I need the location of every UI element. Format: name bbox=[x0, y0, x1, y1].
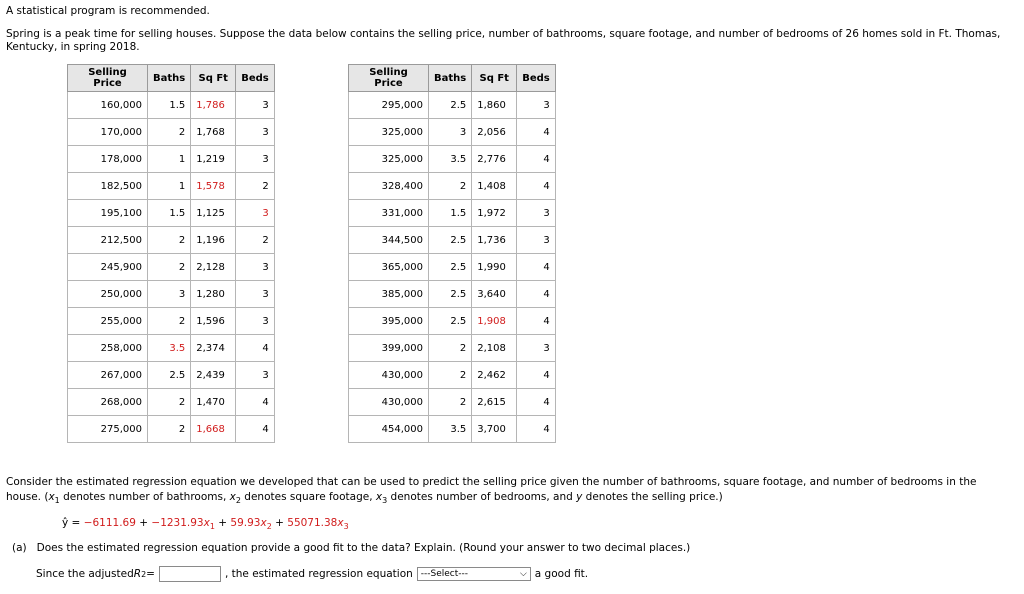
cell-beds: 3 bbox=[236, 146, 275, 173]
header-sqft: Sq Ft bbox=[472, 65, 517, 92]
header-selling-price: Selling Price bbox=[349, 65, 429, 92]
cell-sqft: 1,280 bbox=[191, 281, 236, 308]
plus-sign: + bbox=[271, 517, 288, 529]
cell-sqft: 2,615 bbox=[472, 389, 517, 416]
plus-sign: + bbox=[135, 517, 152, 529]
cell-sqft: 1,219 bbox=[191, 146, 236, 173]
cell-sqft: 1,470 bbox=[191, 389, 236, 416]
adjusted-r2-input[interactable] bbox=[159, 566, 221, 582]
cell-beds: 4 bbox=[517, 281, 556, 308]
regression-equation: ŷ = $-6111.69 + -1231.93x_1 + 59.93x_2 + 55071.38x_3$ bbox=[62, 517, 349, 532]
header-beds: Beds bbox=[236, 65, 275, 92]
equation-lhs: ŷ = bbox=[62, 517, 84, 529]
cell-beds: 4 bbox=[517, 389, 556, 416]
cell-sqft: 2,128 bbox=[191, 254, 236, 281]
cell-baths: 2.5 bbox=[429, 92, 472, 119]
table-row bbox=[349, 281, 556, 308]
cell-price: 454,000 bbox=[349, 416, 429, 443]
coef-b3: 55071.38 bbox=[287, 517, 338, 529]
data-table-right bbox=[348, 64, 556, 443]
cell-price: 325,000 bbox=[349, 119, 429, 146]
cell-baths: 1.5 bbox=[148, 92, 191, 119]
cell-baths: 1.5 bbox=[148, 200, 191, 227]
table-row bbox=[68, 416, 275, 443]
cell-sqft: 1,908 bbox=[472, 308, 517, 335]
table-header-row bbox=[68, 65, 275, 92]
table-row bbox=[349, 308, 556, 335]
r-symbol: R bbox=[133, 568, 142, 580]
cell-beds: 3 bbox=[517, 200, 556, 227]
table-row bbox=[68, 389, 275, 416]
cell-price: 430,000 bbox=[349, 362, 429, 389]
cell-baths: 1 bbox=[148, 173, 191, 200]
cell-sqft: 2,108 bbox=[472, 335, 517, 362]
cell-sqft: 2,776 bbox=[472, 146, 517, 173]
cell-baths: 2 bbox=[148, 308, 191, 335]
data-table-left bbox=[67, 64, 275, 443]
cell-beds: 4 bbox=[236, 416, 275, 443]
cell-baths: 3 bbox=[148, 281, 191, 308]
cell-baths: 3.5 bbox=[429, 416, 472, 443]
cell-baths: 2.5 bbox=[148, 362, 191, 389]
cell-beds: 4 bbox=[517, 308, 556, 335]
cell-sqft: 2,374 bbox=[191, 335, 236, 362]
table-row bbox=[68, 281, 275, 308]
cell-baths: 2 bbox=[429, 335, 472, 362]
cell-sqft: 1,125 bbox=[191, 200, 236, 227]
good-fit-text: a good fit. bbox=[534, 568, 589, 580]
cell-sqft: 1,408 bbox=[472, 173, 517, 200]
cell-sqft: 1,196 bbox=[191, 227, 236, 254]
table-row bbox=[349, 389, 556, 416]
cell-beds: 3 bbox=[517, 227, 556, 254]
cell-beds: 3 bbox=[236, 200, 275, 227]
cell-beds: 4 bbox=[517, 146, 556, 173]
context-text-1: Consider the estimated regression equation we developed that can be used to predict the selling price given the number of bathrooms, square footage, and number of bedrooms in the house. ( bbox=[6, 476, 977, 503]
cell-beds: 2 bbox=[236, 227, 275, 254]
header-sqft: Sq Ft bbox=[191, 65, 236, 92]
equation-text: , the estimated regression equation bbox=[224, 568, 413, 580]
table-row bbox=[68, 362, 275, 389]
cell-beds: 4 bbox=[236, 389, 275, 416]
table-row bbox=[68, 173, 275, 200]
cell-sqft: 1,786 bbox=[191, 92, 236, 119]
cell-price: 275,000 bbox=[68, 416, 148, 443]
cell-beds: 4 bbox=[517, 119, 556, 146]
cell-sqft: 1,668 bbox=[191, 416, 236, 443]
cell-baths: 2.5 bbox=[429, 254, 472, 281]
cell-price: 250,000 bbox=[68, 281, 148, 308]
select-value: ---Select--- bbox=[420, 569, 469, 579]
cell-baths: 3.5 bbox=[429, 146, 472, 173]
cell-sqft: 1,578 bbox=[191, 173, 236, 200]
table-row bbox=[68, 200, 275, 227]
cell-price: 295,000 bbox=[349, 92, 429, 119]
table-row bbox=[349, 416, 556, 443]
table-row bbox=[68, 308, 275, 335]
cell-beds: 3 bbox=[517, 335, 556, 362]
cell-baths: 2 bbox=[429, 389, 472, 416]
cell-baths: 3.5 bbox=[148, 335, 191, 362]
cell-baths: 2 bbox=[429, 362, 472, 389]
cell-price: 195,100 bbox=[68, 200, 148, 227]
cell-price: 395,000 bbox=[349, 308, 429, 335]
equals-sign: = bbox=[146, 568, 155, 580]
coef-b1: −1231.93 bbox=[151, 517, 204, 529]
header-baths: Baths bbox=[429, 65, 472, 92]
cell-beds: 4 bbox=[236, 335, 275, 362]
table-row bbox=[349, 173, 556, 200]
plus-sign: + bbox=[214, 517, 231, 529]
cell-price: 267,000 bbox=[68, 362, 148, 389]
cell-beds: 4 bbox=[517, 416, 556, 443]
cell-price: 331,000 bbox=[349, 200, 429, 227]
regression-context: Consider the estimated regression equation we developed that can be used to predict the selling price given the number of bathrooms, square footage, and number of bedrooms in the house. ($x_1$ denotes number of bathrooms, $x_2$ denotes square footage, $x_3$ denotes number of bedrooms, and y denotes the selling price.) bbox=[6, 476, 977, 506]
cell-baths: 2 bbox=[148, 227, 191, 254]
cell-price: 268,000 bbox=[68, 389, 148, 416]
context-text-2: denotes number of bathrooms, bbox=[59, 491, 230, 503]
cell-sqft: 1,768 bbox=[191, 119, 236, 146]
fit-select[interactable] bbox=[417, 567, 531, 581]
cell-sqft: 2,462 bbox=[472, 362, 517, 389]
problem-statement: Spring is a peak time for selling houses. Suppose the data below contains the selling price, number of bathrooms, square footage, and number of bedrooms of 26 homes sold in Ft. Thomas, Kentucky, in spring 2018. bbox=[6, 28, 1001, 53]
cell-beds: 2 bbox=[236, 173, 275, 200]
table-row bbox=[349, 200, 556, 227]
part-a-text: Does the estimated regression equation provide a good fit to the data? Explain. (Round your answer to two decimal places.) bbox=[36, 542, 691, 554]
cell-price: 255,000 bbox=[68, 308, 148, 335]
cell-baths: 1 bbox=[148, 146, 191, 173]
cell-baths: 2.5 bbox=[429, 227, 472, 254]
cell-sqft: 1,860 bbox=[472, 92, 517, 119]
table-row bbox=[68, 146, 275, 173]
cell-price: 365,000 bbox=[349, 254, 429, 281]
cell-beds: 3 bbox=[236, 308, 275, 335]
r-superscript: 2 bbox=[141, 569, 147, 579]
cell-price: 178,000 bbox=[68, 146, 148, 173]
cell-baths: 2.5 bbox=[429, 308, 472, 335]
cell-baths: 2 bbox=[148, 119, 191, 146]
table-row bbox=[349, 119, 556, 146]
header-beds: Beds bbox=[517, 65, 556, 92]
context-text-3: denotes square footage, bbox=[240, 491, 376, 503]
context-text-5: denotes the selling price.) bbox=[582, 491, 723, 503]
cell-sqft: 1,736 bbox=[472, 227, 517, 254]
table-row bbox=[68, 92, 275, 119]
part-a-answer bbox=[36, 566, 588, 582]
cell-price: 245,900 bbox=[68, 254, 148, 281]
cell-sqft: 2,439 bbox=[191, 362, 236, 389]
table-row bbox=[349, 254, 556, 281]
coef-b0: −6111.69 bbox=[83, 517, 136, 529]
cell-beds: 3 bbox=[236, 92, 275, 119]
table-row bbox=[349, 362, 556, 389]
cell-sqft: 1,972 bbox=[472, 200, 517, 227]
cell-sqft: 2,056 bbox=[472, 119, 517, 146]
cell-price: 160,000 bbox=[68, 92, 148, 119]
table-row bbox=[68, 119, 275, 146]
table-row bbox=[68, 254, 275, 281]
since-text: Since the adjusted bbox=[36, 568, 134, 580]
cell-beds: 3 bbox=[236, 119, 275, 146]
cell-beds: 3 bbox=[236, 281, 275, 308]
cell-price: 258,000 bbox=[68, 335, 148, 362]
cell-price: 385,000 bbox=[349, 281, 429, 308]
cell-baths: 2 bbox=[148, 416, 191, 443]
cell-beds: 4 bbox=[517, 173, 556, 200]
cell-sqft: 1,990 bbox=[472, 254, 517, 281]
table-row bbox=[349, 335, 556, 362]
cell-price: 170,000 bbox=[68, 119, 148, 146]
cell-price: 399,000 bbox=[349, 335, 429, 362]
cell-baths: 2 bbox=[148, 389, 191, 416]
cell-baths: 2.5 bbox=[429, 281, 472, 308]
chevron-down-icon: ⌵ bbox=[519, 569, 527, 579]
cell-price: 344,500 bbox=[349, 227, 429, 254]
table-row bbox=[349, 227, 556, 254]
cell-baths: 2 bbox=[148, 254, 191, 281]
table-row bbox=[349, 146, 556, 173]
header-baths: Baths bbox=[148, 65, 191, 92]
cell-sqft: 3,700 bbox=[472, 416, 517, 443]
cell-price: 212,500 bbox=[68, 227, 148, 254]
part-a-label: (a) bbox=[12, 542, 27, 554]
cell-sqft: 3,640 bbox=[472, 281, 517, 308]
cell-baths: 2 bbox=[429, 173, 472, 200]
cell-price: 325,000 bbox=[349, 146, 429, 173]
cell-beds: 4 bbox=[517, 362, 556, 389]
cell-baths: 3 bbox=[429, 119, 472, 146]
header-selling-price: Selling Price bbox=[68, 65, 148, 92]
cell-beds: 3 bbox=[236, 254, 275, 281]
cell-beds: 4 bbox=[517, 254, 556, 281]
cell-price: 430,000 bbox=[349, 389, 429, 416]
table-row bbox=[349, 92, 556, 119]
cell-beds: 3 bbox=[517, 92, 556, 119]
cell-price: 328,400 bbox=[349, 173, 429, 200]
context-text-4: denotes number of bedrooms, and bbox=[387, 491, 577, 503]
cell-baths: 1.5 bbox=[429, 200, 472, 227]
part-a-question bbox=[12, 542, 690, 554]
cell-beds: 3 bbox=[236, 362, 275, 389]
cell-price: 182,500 bbox=[68, 173, 148, 200]
cell-sqft: 1,596 bbox=[191, 308, 236, 335]
coef-b2: 59.93 bbox=[230, 517, 261, 529]
intro-text: A statistical program is recommended. bbox=[6, 5, 210, 17]
table-row bbox=[68, 227, 275, 254]
table-header-row bbox=[349, 65, 556, 92]
table-row bbox=[68, 335, 275, 362]
